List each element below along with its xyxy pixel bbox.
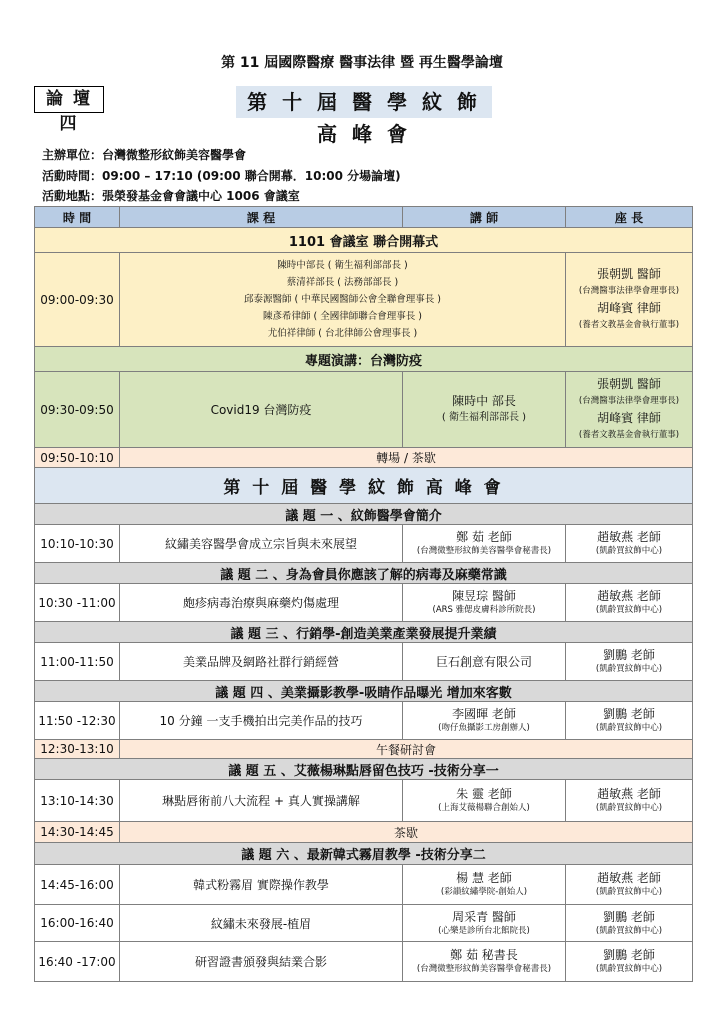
opening-speaker: 陳彥希律師 ( 全國律師聯合會理事長 ) [263, 311, 422, 322]
session-speaker [403, 865, 566, 905]
opening-time: 09:00-09:30 [35, 253, 120, 347]
forum-title: 第 11 屆國際醫療 醫事法律 暨 再生醫學論壇 [221, 55, 503, 71]
chair-name: 趙敏燕 老師 [597, 787, 661, 801]
session-course: 研習證書頒發與結業合影 [120, 942, 403, 982]
organizer-text: 主辦單位：台灣微整形紋飾美容醫學會 [42, 148, 247, 162]
opening-speakers [120, 253, 566, 347]
session-chair [566, 702, 693, 740]
chair-name: 趙敏燕 老師 [597, 871, 661, 885]
chair-org: (凱齡買紋飾中心) [595, 546, 663, 556]
session-speaker: 巨石創意有限公司 [403, 643, 566, 681]
keynote-course: Covid19 台灣防疫 [120, 372, 403, 448]
session-row [35, 942, 693, 982]
session-row [35, 525, 693, 563]
chair-org: (凱齡買紋飾中心) [595, 803, 663, 813]
lunch-time: 12:30-13:10 [35, 740, 120, 759]
topic-title-row [35, 563, 693, 584]
session-time: 16:00-16:40 [35, 905, 120, 942]
speaker-org: (心樂是診所台北館院長) [438, 925, 530, 936]
speaker-name: 李國暉 老師 [452, 707, 516, 721]
speaker-org: (台灣微整形紋飾美容醫學會秘書長) [416, 546, 552, 556]
session-time: 10:10-10:30 [35, 525, 120, 563]
session-course: 紋繡未來發展-植眉 [120, 905, 403, 942]
summit-title-row [35, 468, 693, 504]
chair-org: (凱齡買紋飾中心) [595, 964, 663, 974]
chair-org: (台灣醫事法律學會理事長) [578, 285, 680, 296]
speaker-name: 朱 靈 老師 [456, 787, 512, 801]
session-chair [566, 643, 693, 681]
opening-chairs [566, 253, 693, 347]
opening-row [35, 253, 693, 347]
session-speaker [403, 525, 566, 563]
tea-break-time: 14:30-14:45 [35, 822, 120, 843]
session-chair [566, 942, 693, 982]
session-speaker [403, 702, 566, 740]
session-chair [566, 780, 693, 822]
chair-org: (凱齡買紋飾中心) [595, 925, 663, 936]
session-row [35, 780, 693, 822]
header-time: 時 間 [35, 207, 120, 228]
keynote-time: 09:30-09:50 [35, 372, 120, 448]
keynote-chairs [566, 372, 693, 448]
session-course: 10 分鐘 一支手機拍出完美作品的技巧 [120, 702, 403, 740]
topic-title-row [35, 759, 693, 780]
break-label: 轉場 / 茶歇 [120, 448, 693, 468]
session-speaker [403, 905, 566, 942]
chair-org: (凱齡買紋飾中心) [595, 887, 663, 897]
speaker-org: (台灣微整形紋飾美容醫學會秘書長) [416, 964, 552, 974]
session-chair [566, 584, 693, 622]
topic1-title: 議 題 一 、紋飾醫學會簡介 [35, 504, 693, 525]
session-row [35, 584, 693, 622]
lunch-label: 午餐研討會 [120, 740, 693, 759]
summit-banner: 第 十 屆 醫 學 紋 飾 高 峰 會 [236, 86, 492, 118]
chair-name: 劉鵬 老師 [603, 948, 655, 962]
session-time: 14:45-16:00 [35, 865, 120, 905]
speaker-name: 鄭 茹 老師 [456, 530, 512, 544]
session-course: 美業品牌及網路社群行銷經營 [120, 643, 403, 681]
table-header-row [35, 207, 693, 228]
speaker-org: (上海艾薇楊聯合創始人) [438, 803, 530, 813]
session-course: 紋繡美容醫學會成立宗旨與未來展望 [120, 525, 403, 563]
session-time: 16:40 -17:00 [35, 942, 120, 982]
chair-org: (凱齡買紋飾中心) [595, 605, 663, 615]
opening-speaker: 陳時中部長 ( 衛生福利部部長 ) [277, 260, 408, 271]
topic5-title: 議 題 五 、艾薇楊琳點唇留色技巧 -技術分享一 [35, 759, 693, 780]
chair-name: 劉鵬 老師 [603, 909, 655, 924]
speaker-org: ( 衛生福利部部長 ) [441, 411, 527, 423]
header-speaker: 講 師 [403, 207, 566, 228]
keynote-title-row [35, 347, 693, 372]
session-time: 13:10-14:30 [35, 780, 120, 822]
chair-name: 張朝凱 醫師 [597, 376, 661, 391]
opening-title: 1101 會議室 聯合開幕式 [35, 228, 693, 253]
session-speaker [403, 780, 566, 822]
keynote-title: 專題演講：台灣防疫 [35, 347, 693, 372]
speaker-name: 周采青 醫師 [452, 909, 516, 924]
speaker-name: 楊 慧 老師 [456, 871, 512, 885]
topic2-title: 議 題 二 、身為會員你應該了解的病毒及麻藥常識 [35, 563, 693, 584]
session-row [35, 865, 693, 905]
session-speaker [403, 584, 566, 622]
topic4-title: 議 題 四 、美業攝影教學-吸睛作品曝光 增加來客數 [35, 681, 693, 702]
session-time: 11:00-11:50 [35, 643, 120, 681]
opening-speaker: 邱泰源醫師 ( 中華民國醫師公會全聯會理事長 ) [244, 294, 441, 305]
speaker-name: 陳昱琮 醫師 [452, 589, 516, 603]
session-chair [566, 865, 693, 905]
session-row [35, 702, 693, 740]
break-time: 09:50-10:10 [35, 448, 120, 468]
tea-break-row [35, 822, 693, 843]
header-course: 課 程 [120, 207, 403, 228]
chair-org: (養者文教基金會執行董事) [578, 319, 680, 330]
topic-title-row [35, 622, 693, 643]
topic-title-row [35, 504, 693, 525]
session-row [35, 643, 693, 681]
speaker-org: (ARS 雅偲皮膚科診所院長) [432, 605, 536, 615]
speaker-org: (吻仔魚攝影工房創辦人) [438, 723, 530, 733]
chair-name: 趙敏燕 老師 [597, 589, 661, 603]
session-chair [566, 525, 693, 563]
opening-speaker: 尤伯祥律師 ( 台北律師公會理事長 ) [267, 328, 418, 339]
chair-org: (凱齡買紋飾中心) [595, 723, 663, 733]
session-time: 11:50 -12:30 [35, 702, 120, 740]
summit-title: 第 十 屆 醫 學 紋 飾 高 峰 會 [35, 468, 693, 504]
topic-title-row [35, 843, 693, 865]
event-location-text: 活動地點：張榮發基金會會議中心 1006 會議室 [42, 189, 300, 203]
speaker-org: (彩韻紋繡學院-創始人) [440, 887, 528, 897]
chair-name: 胡峰賓 律師 [597, 300, 661, 315]
chair-name: 劉鵬 老師 [603, 707, 655, 721]
chair-name: 張朝凱 醫師 [597, 266, 661, 281]
session-chair [566, 905, 693, 942]
speaker-name: 鄭 茹 秘書長 [450, 948, 518, 962]
chair-name: 趙敏燕 老師 [597, 530, 661, 544]
opening-speaker: 蔡清祥部長 ( 法務部部長 ) [286, 277, 399, 288]
keynote-speaker [403, 372, 566, 448]
schedule-table [34, 206, 693, 982]
session-course: 韓式粉霧眉 實際操作教學 [120, 865, 403, 905]
header-chair: 座 長 [566, 207, 693, 228]
break-row [35, 448, 693, 468]
speaker-name: 陳時中 部長 [452, 393, 516, 408]
opening-title-row [35, 228, 693, 253]
event-time-text: 活動時間：09:00 – 17:10 (09:00 聯合開幕．10:00 分場論壇) [42, 169, 401, 183]
forum-label: 論 壇 四 [34, 86, 104, 113]
session-speaker [403, 942, 566, 982]
chair-org: (台灣醫事法律學會理事長) [578, 395, 680, 406]
chair-org: (凱齡買紋飾中心) [595, 664, 663, 674]
session-row [35, 905, 693, 942]
lunch-row [35, 740, 693, 759]
topic6-title: 議 題 六 、最新韓式霧眉教學 -技術分享二 [35, 843, 693, 865]
topic-title-row [35, 681, 693, 702]
topic3-title: 議 題 三 、行銷學-創造美業產業發展提升業績 [35, 622, 693, 643]
chair-name: 劉鵬 老師 [603, 648, 655, 662]
session-course: 琳點唇術前八大流程 + 真人實操講解 [120, 780, 403, 822]
chair-name: 胡峰賓 律師 [597, 410, 661, 425]
session-course: 皰疹病毒治療與麻藥灼傷處理 [120, 584, 403, 622]
session-time: 10:30 -11:00 [35, 584, 120, 622]
tea-break-label: 茶歇 [120, 822, 693, 843]
chair-org: (養者文教基金會執行董事) [578, 429, 680, 440]
keynote-row [35, 372, 693, 448]
